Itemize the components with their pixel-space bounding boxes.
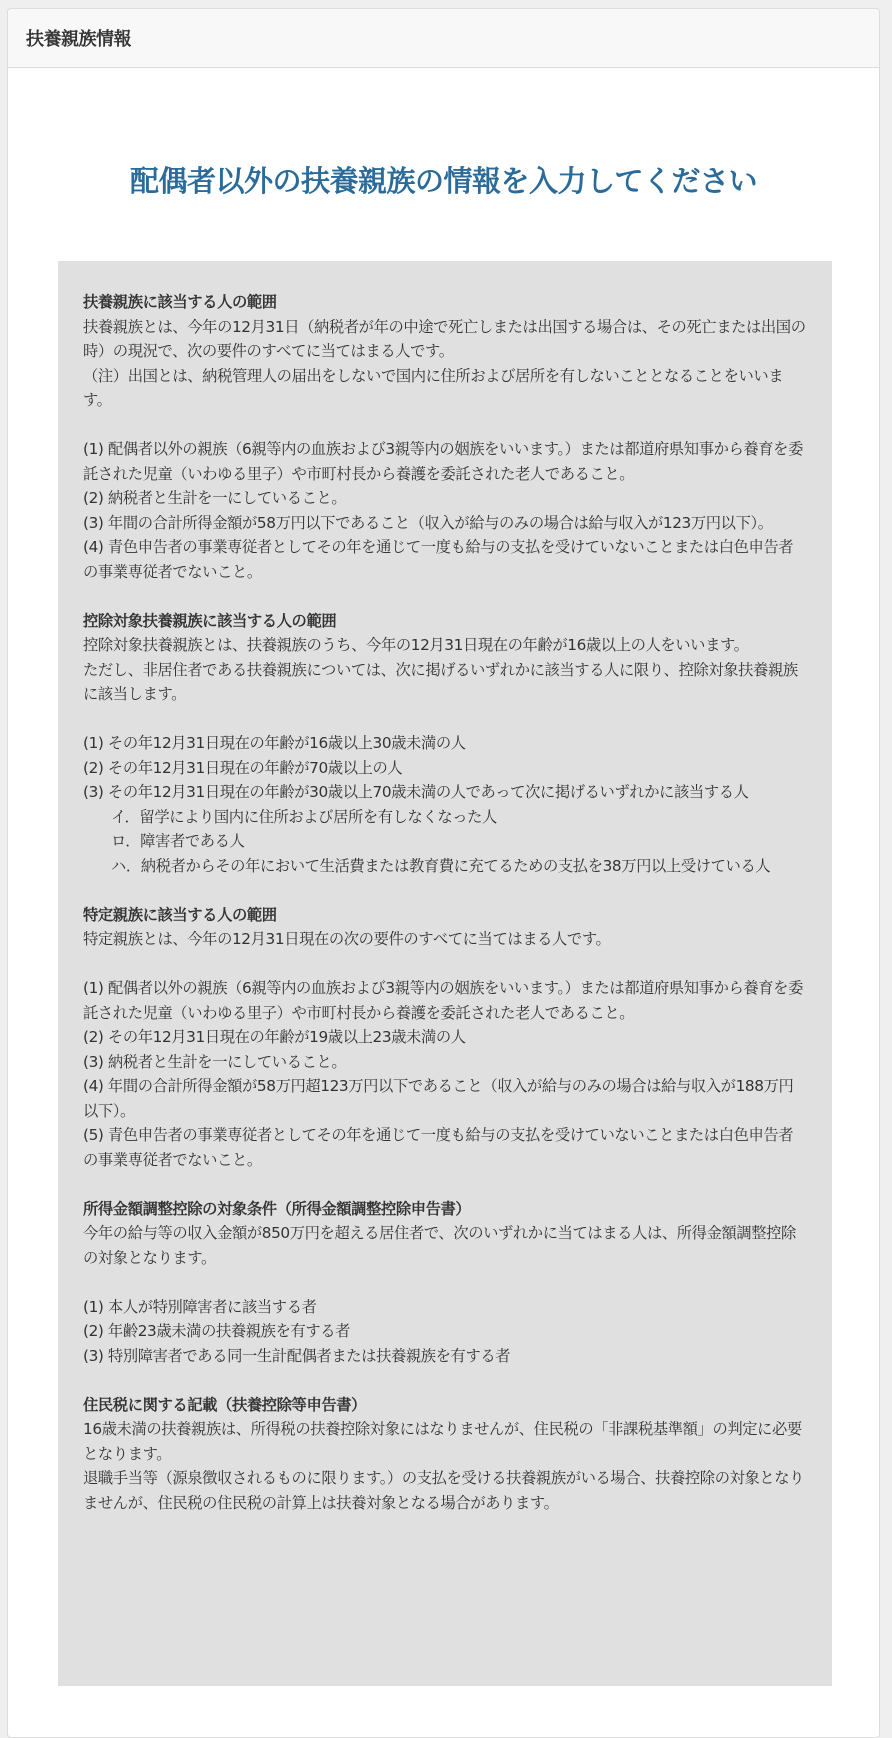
list-item: (2) 年齢23歳未満の扶養親族を有する者: [83, 1322, 351, 1340]
section-intro: 16歳未満の扶養親族は、所得税の扶養控除対象にはなりませんが、住民税の「非課税基準額」の判定に必要となります。: [83, 1420, 802, 1463]
list-item: (2) 納税者と生計を一にしていること。: [83, 489, 347, 507]
section-title: 扶養親族に該当する人の範囲: [83, 293, 277, 311]
section-intro: 扶養親族とは、今年の12月31日（納税者が年の中途で死亡しまたは出国する場合は、その死亡または出国の時）の現況で、次の要件のすべてに当てはまる人です。: [83, 317, 806, 360]
list-item: (1) その年12月31日現在の年齢が16歳以上30歳未満の人: [83, 734, 466, 752]
list-item: (1) 配偶者以外の親族（6親等内の血族および3親等内の姻族をいいます。）または都道府県知事から養育を委託された児童（いわゆる里子）や市町村長から養護を委託された老人であること。: [83, 440, 803, 483]
list-item: (2) その年12月31日現在の年齢が70歳以上の人: [83, 758, 403, 777]
section-title: 控除対象扶養親族に該当する人の範囲: [83, 611, 337, 630]
section-title: 住民税に関する記載（扶養控除等申告書）: [83, 1395, 367, 1414]
sub-list-item: ハ．納税者からその年において生活費または教育費に充てるための支払を38万円以上受けている人: [111, 856, 771, 875]
section-intro: ただし、非居住者である扶養親族については、次に掲げるいずれかに該当する人に限り、控除対象扶養親族に該当します。: [83, 660, 798, 703]
list-item: (4) 青色申告者の事業専従者としてその年を通じて一度も給与の支払を受けていないことまたは白色申告者の事業専従者でないこと。: [83, 538, 794, 581]
info-box: [58, 261, 832, 1686]
section-specific-relatives-scope: [83, 903, 807, 1173]
section-deductible-dependents-scope: [83, 609, 807, 879]
list-item: (4) 年間の合計所得金額が58万円超123万円以下であること（収入が給与のみの場合は給与収入が188万円以下）。: [83, 1077, 794, 1120]
sub-list-item: ロ．障害者である人: [111, 832, 245, 850]
section-title: 特定親族に該当する人の範囲: [83, 905, 277, 924]
panel-title: 扶養親族情報: [26, 29, 131, 50]
section-intro: 今年の給与等の収入金額が850万円を超える居住者で、次のいずれかに当てはまる人は、所得金額調整控除の対象となります。: [83, 1224, 796, 1267]
section-title: 所得金額調整控除の対象条件（所得金額調整控除申告書）: [83, 1199, 471, 1218]
list-item: (3) その年12月31日現在の年齢が30歳以上70歳未満の人であって次に掲げるいずれかに該当する人: [83, 783, 749, 801]
section-intro: 控除対象扶養親族とは、扶養親族のうち、今年の12月31日現在の年齢が16歳以上の人をいいます。: [83, 636, 749, 654]
section-note: （注）出国とは、納税管理人の届出をしないで国内に住所および居所を有しないこととなることをいいます。: [83, 366, 784, 409]
list-item: (3) 特別障害者である同一生計配偶者または扶養親族を有する者: [83, 1346, 511, 1365]
section-dependents-scope: [83, 290, 807, 584]
section-income-adjustment-conditions: [83, 1197, 807, 1369]
section-resident-tax-notes: [83, 1393, 807, 1516]
list-item: (3) 年間の合計所得金額が58万円以下であること（収入が給与のみの場合は給与収入が123万円以下）。: [83, 513, 773, 532]
page-heading: 配偶者以外の扶養親族の情報を入力してください: [129, 164, 757, 198]
list-item: (3) 納税者と生計を一にしていること。: [83, 1052, 347, 1071]
panel-header: [8, 9, 879, 68]
section-intro: 退職手当等（源泉徴収されるものに限ります。）の支払を受ける扶養親族がいる場合、扶養控除の対象となりませんが、住民税の住民税の計算上は扶養対象となる場合があります。: [83, 1469, 805, 1512]
dependents-panel: [7, 8, 880, 1738]
list-item: (2) その年12月31日現在の年齢が19歳以上23歳未満の人: [83, 1028, 466, 1046]
sub-list-item: イ．留学により国内に住所および居所を有しなくなった人: [111, 807, 497, 826]
sub-list: [83, 805, 807, 879]
list-item: (1) 本人が特別障害者に該当する者: [83, 1297, 317, 1316]
section-intro: 特定親族とは、今年の12月31日現在の次の要件のすべてに当てはまる人です。: [83, 930, 611, 948]
list-item: (1) 配偶者以外の親族（6親等内の血族および3親等内の姻族をいいます。）または都道府県知事から養育を委託された児童（いわゆる里子）や市町村長から養護を委託された老人であること。: [83, 979, 803, 1022]
list-item: (5) 青色申告者の事業専従者としてその年を通じて一度も給与の支払を受けていないことまたは白色申告者の事業専従者でないこと。: [83, 1126, 794, 1169]
